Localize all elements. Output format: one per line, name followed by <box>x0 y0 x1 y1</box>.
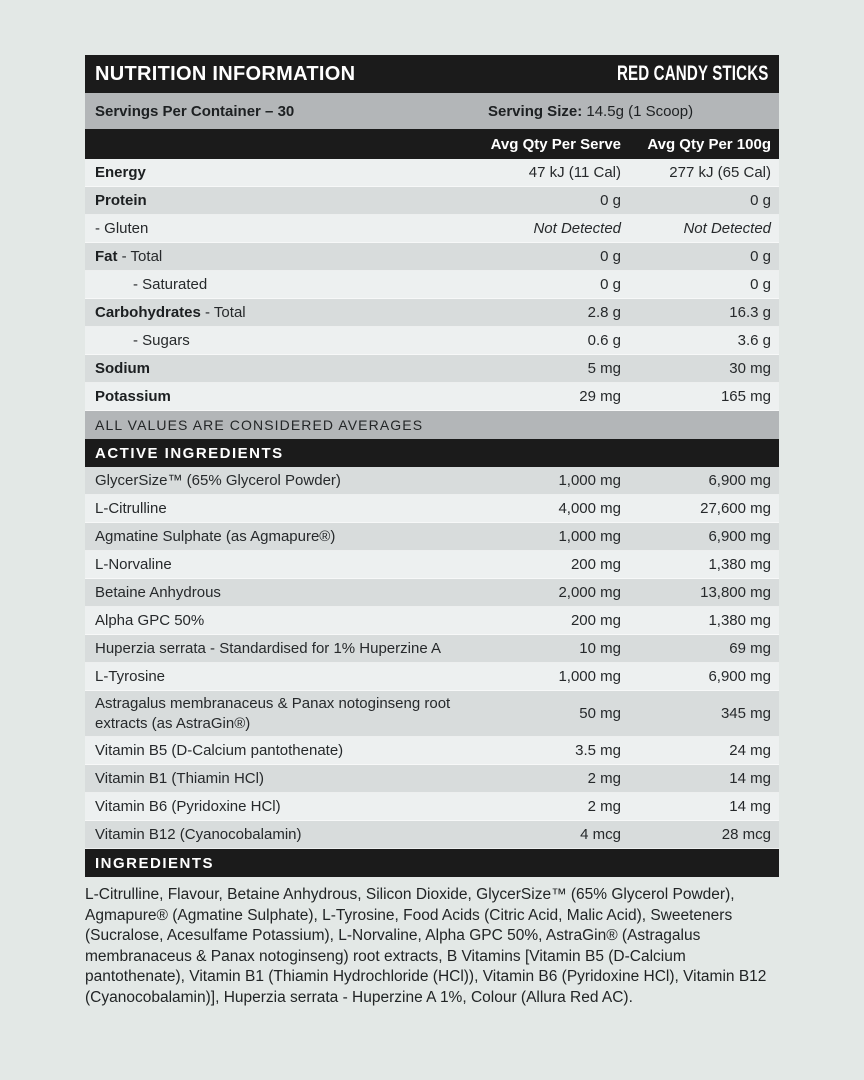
table-row <box>85 243 779 271</box>
value-per-100g: 165 mg <box>720 388 771 405</box>
panel-title: NUTRITION INFORMATION <box>95 62 356 85</box>
value-per-serve: 10 mg <box>579 640 621 657</box>
ingredients-text: L-Citrulline, Flavour, Betaine Anhydrous, Silicon Dioxide, GlycerSize™ (65% Glycerol Powder), Agmapure® (Agmatine Sulphate), L-Tyrosine, Food Acids (Citric Acid, Malic Acid), Sweeteners (Sucralose, Acesulfame Potassium), L-Norvaline, Alpha GPC 50%, AstraGin® (Astragalus membranaceus & Panax notoginseng) root extracts, B Vitamins [Vitamin B5 (D-Calcium pantothenate), Vitamin B1 (Thiamin Hydrochloride (HCl)), Vitamin B6 (Pyridoxine HCl), Vitamin B12 (Cyanocobalamin)], Huperzia serrata - Huperzine A 1%, Colour (Allura Red AC). <box>85 886 767 1006</box>
value-per-serve: 0 g <box>600 192 621 209</box>
value-per-100g: 345 mg <box>720 705 771 722</box>
value-per-serve: 2 mg <box>587 770 621 787</box>
table-row <box>85 187 779 215</box>
serving-info-row <box>85 93 779 129</box>
table-row <box>85 523 779 551</box>
value-per-100g: 3.6 g <box>737 332 771 349</box>
value-per-100g: 27,600 mg <box>700 500 771 517</box>
row-label: Sodium <box>95 359 150 377</box>
row-label: Energy <box>95 163 146 181</box>
table-row <box>85 383 779 411</box>
value-per-serve: 3.5 mg <box>575 742 621 759</box>
table-row <box>85 495 779 523</box>
table-row <box>85 551 779 579</box>
table-row <box>85 355 779 383</box>
panel-header-bar <box>85 55 779 93</box>
row-label: L-Norvaline <box>95 555 172 573</box>
serving-size <box>488 103 693 120</box>
row-label: Fat - Total <box>95 247 163 265</box>
value-per-100g: 28 mcg <box>721 826 771 843</box>
value-per-100g: 24 mg <box>729 742 771 759</box>
row-label: Carbohydrates - Total <box>95 303 246 321</box>
value-per-serve: 4,000 mg <box>558 500 621 517</box>
value-per-serve: 200 mg <box>570 556 621 573</box>
table-row <box>85 271 779 299</box>
row-label: - Gluten <box>95 219 149 237</box>
value-per-100g: 16.3 g <box>729 304 771 321</box>
value-per-serve: 1,000 mg <box>558 528 621 545</box>
table-row <box>85 691 779 737</box>
value-per-serve: 1,000 mg <box>558 668 621 685</box>
column-header-per-serve: Avg Qty Per Serve <box>490 135 621 153</box>
table-row <box>85 635 779 663</box>
row-label: Vitamin B12 (Cyanocobalamin) <box>95 825 302 843</box>
row-label: Astragalus membranaceus & Panax notoginseng root extracts (as AstraGin®) <box>95 695 451 732</box>
value-per-100g: 1,380 mg <box>708 612 771 629</box>
active-ingredients-header: ACTIVE INGREDIENTS <box>85 439 779 467</box>
row-label: - Sugars <box>133 331 190 349</box>
row-label: - Saturated <box>133 275 208 293</box>
column-header-row <box>85 129 779 159</box>
value-per-100g: 13,800 mg <box>700 584 771 601</box>
active-ingredients-table <box>85 467 779 849</box>
row-label: Huperzia serrata - Standardised for 1% Huperzine A <box>95 639 442 657</box>
value-per-100g: 0 g <box>750 192 771 209</box>
value-per-serve: 29 mg <box>579 388 621 405</box>
value-per-100g: Not Detected <box>683 220 771 237</box>
row-label: Potassium <box>95 387 171 405</box>
table-row <box>85 607 779 635</box>
row-label: Vitamin B6 (Pyridoxine HCl) <box>95 797 281 815</box>
table-row <box>85 737 779 765</box>
value-per-100g: 277 kJ (65 Cal) <box>669 164 771 181</box>
averages-note-bar: ALL VALUES ARE CONSIDERED AVERAGES <box>85 411 779 439</box>
row-label: Vitamin B1 (Thiamin HCl) <box>95 769 264 787</box>
column-header-per-100g: Avg Qty Per 100g <box>647 135 771 153</box>
value-per-100g: 0 g <box>750 276 771 293</box>
value-per-100g: 14 mg <box>729 770 771 787</box>
value-per-serve: 1,000 mg <box>558 472 621 489</box>
nutrition-panel <box>85 55 779 1009</box>
nutrition-table <box>85 159 779 411</box>
value-per-serve: 50 mg <box>579 705 621 722</box>
row-label: L-Tyrosine <box>95 667 166 685</box>
value-per-100g: 30 mg <box>729 360 771 377</box>
row-label: GlycerSize™ (65% Glycerol Powder) <box>95 471 341 489</box>
serving-size-value: 14.5g (1 Scoop) <box>582 102 694 120</box>
row-label: Betaine Anhydrous <box>95 583 221 601</box>
value-per-serve: 5 mg <box>587 360 621 377</box>
table-row <box>85 821 779 849</box>
value-per-serve: 0 g <box>600 276 621 293</box>
table-row <box>85 793 779 821</box>
table-row <box>85 215 779 243</box>
value-per-100g: 0 g <box>750 248 771 265</box>
table-row <box>85 327 779 355</box>
table-row <box>85 159 779 187</box>
flavour-name: RED CANDY STICKS <box>617 62 769 85</box>
table-row <box>85 663 779 691</box>
table-row <box>85 765 779 793</box>
value-per-100g: 6,900 mg <box>708 668 771 685</box>
table-row <box>85 579 779 607</box>
row-label: Protein <box>95 191 147 209</box>
value-per-serve: 2.8 g <box>587 304 621 321</box>
row-label: L-Citrulline <box>95 499 167 517</box>
value-per-serve: 2,000 mg <box>558 584 621 601</box>
value-per-100g: 14 mg <box>729 798 771 815</box>
serving-size-label: Serving Size: <box>488 102 583 120</box>
value-per-100g: 1,380 mg <box>708 556 771 573</box>
value-per-serve: 47 kJ (11 Cal) <box>528 164 621 181</box>
table-row <box>85 299 779 327</box>
row-label: Alpha GPC 50% <box>95 611 205 629</box>
value-per-100g: 6,900 mg <box>708 528 771 545</box>
value-per-100g: 6,900 mg <box>708 472 771 489</box>
row-label: Agmatine Sulphate (as Agmapure®) <box>95 527 336 545</box>
value-per-100g: 69 mg <box>729 640 771 657</box>
value-per-serve: 200 mg <box>570 612 621 629</box>
value-per-serve: 0.6 g <box>587 332 621 349</box>
ingredients-header: INGREDIENTS <box>85 849 779 877</box>
value-per-serve: 2 mg <box>587 798 621 815</box>
table-row <box>85 467 779 495</box>
value-per-serve: 4 mcg <box>580 826 621 843</box>
value-per-serve: Not Detected <box>533 220 621 237</box>
value-per-serve: 0 g <box>600 248 621 265</box>
servings-per-container: Servings Per Container – 30 <box>95 102 295 120</box>
row-label: Vitamin B5 (D-Calcium pantothenate) <box>95 741 344 759</box>
